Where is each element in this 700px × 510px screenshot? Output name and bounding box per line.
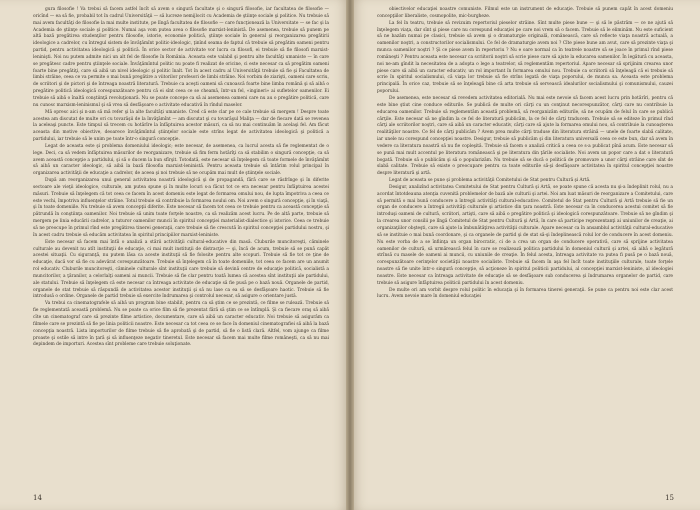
paragraph: Desigur, analizînd activitatea Comitetului de Stat pentru Cultură şi Artă, se poate spune că acesta nu şi-a îndeplinit rolul, nu a acordat întotdeauna atenţia cuvenită problemelor de bază ale culturii şi artei. Noi am luat măsuri de reorganizare a Comitetului, care să permită o mai bună conducere a întregii activităţi cultural-educative. Comitetul de Stat pentru Cultură şi Artă trebuie să fie un organ de conducere a întregii activităţi culturale şi artistice din ţara noastră. Este necesar ca în conducerea acestui comitet să fie introduşi oameni de cultură, scriitori, artişti, care să aibă o pregătire politică şi ideologică corespunzătoare. Trebuie să ne gîndim şi la crearea unor consilii pe lîngă Comitetul de Stat pentru Cultură şi Artă, în care să participe reprezentanţi ai uniunilor de creaţie, ai organizaţiilor obşteşti, care să ajute la îmbunătăţirea activităţii culturale. Apare necesar ca în ansamblul activităţii cultural-educative să se instituie o mai bună coordonare, şi ca organele de partid şi de stat să-şi îndeplinească rolul lor de conducere în acest domeniu. Nu este vorba de a se înfiinţa un organ birocratic, ci de a crea un organ de conducere operativă, care să sprijine activitatea oamenilor de cultură, să urmărească felul în care se realizează politica partidului în domeniul culturii şi artei, să aibă o legătură strînsă cu masele de oameni ai muncii, cu uniunile de creaţie. În felul acesta, întreaga activitate va putea fi pusă pe o bază nouă, corespunzătoare cerinţelor societăţii noastre socialiste. Trebuie să facem în aşa fel încît toate instituţiile culturale, toate forţele noastre să fie unite într-o singură concepţie, să acţioneze în spiritul politicii partidului, al concepţiei marxist-leniniste, al ideologiei noastre. Este necesar ca întreaga activitate de educaţie să se desfăşoare sub conducerea şi îndrumarea organelor de partid, care trebuie să asigure înfăptuirea politicii partidului în acest domeniu. <box>377 184 673 286</box>
book-spine <box>346 0 354 510</box>
paragraph: La fel în teatru, trebuie să revizuim repertoriul pieselor străine. Sînt multe piese bune — şi să le păstrăm — ce ne ajută să înţelegem viaţa, dar sînt şi piese care nu corespund educaţiei pe care noi vrem să o facem. Trebuie să le eliminăm. Nu este suficient să ne bazăm numai pe clasici, trebuie să avem şi o dramaturgie originală, românească, care să reflecte viaţa noastră actuală, a oamenilor noştri, a constructorilor socialismului. Ce fel de dramaturgie avem noi ? Cîte piese bune am avut, care să prezinte viaţa şi munca oamenilor noştri ? Şi ce piese avem în repertoriu ? Nu e oare normal ca în teatrele noastre să se joace în primul rînd piese româneşti ? Pentru aceasta este necesar ca scriitorii noştri să scrie piese care să ajute la educarea oamenilor. În legătură cu aceasta, noi ne-am gîndit la necesitatea de a adopta o lege a teatrelor, să reglementăm repertoriul. Apare necesar să sprijinim crearea unor piese care să aibă un caracter educativ, un rol important în formarea omului nou. Trebuie ca scriitorii să înţeleagă că ei trebuie să scrie în spiritul socialismului, că viaţa lor trebuie să fie strîns legată de viaţa poporului, de munca sa. Aceasta este problema principală. În orice caz, trebuie să se înţeleagă bine că arta trebuie să servească idealurilor socialismului şi comunismului, cauzei poporului. <box>377 20 673 95</box>
left-page-text <box>33 7 329 349</box>
right-page <box>350 0 700 510</box>
right-page-text <box>377 7 673 301</box>
paragraph: După am reorganizarea unui general activitatea noastră ideologică şi de propagandă, fără care se răsfrînge şi în diferite sectoare ale vieţii ideologice, culturale, am putea spune şi în multe locuri s-a făcut tot ce era necesar pentru înfăptuirea acestei măsuri. Trebuie să înţelegem că tot ceea ce facem în acest domeniu este legat de formarea omului nou, de lupta împotriva a ceea ce este vechi, împotriva influenţelor străine. Totul trebuie să contribuie la formarea noului om. Noi avem o singură concepţie, şi în viaţă, şi în toate domeniile. Nu trebuie să avem concepţii diferite. Este necesar să facem tot ceea ce trebuie pentru ca această concepţie să pătrundă în conştiinţa oamenilor. Noi trebuie să unim toate forţele noastre, ca să realizăm acest lucru. Pe de altă parte, trebuie să mergem pe linia educării cadrelor, a tuturor oamenilor muncii în spiritul concepţiei materialist-dialectice şi istorice. Ceea ce trebuie să ne preocupe în primul rînd este pregătirea tinerei generaţii, care trebuie să fie crescută în spiritul concepţiei partidului nostru, şi în acest cadru trebuie să educăm activitatea în spiritul principiilor marxist-leniniste. <box>33 178 329 238</box>
paragraph: Legat de aceasta se pune şi problema activităţii Comitetului de Stat pentru Cultură şi Artă. <box>389 178 591 184</box>
page-number-left: 14 <box>33 494 42 502</box>
paragraph: De asemenea, este necesar să revedem activitatea editorială. Nu mai este nevoie să facem acest lucru prin hotărîri, pentru că este bine ştiut cine conduce editurile. Se publică de multe ori cărţi cu un conţinut necorespunzător, cărţi care nu contribuie la educarea oamenilor. Trebuie să reglementăm această problemă, să reorganizăm editurile, să ne ocupăm de felul în care se publică cărţile. Este necesar să ne gîndim la ce fel de literatură publicăm, la ce fel de cărţi traducem. Trebuie să se editeze în primul rînd cărţi ale scriitorilor noştri, care să aibă un caracter educativ, cărţi care să ajute la formarea omului nou, să contribuie la cunoaşterea realităţilor noastre. Ce fel de cărţi publicăm ? Avem prea multe cărţi traduse din literatura străină — unele de foarte slabă calitate, iar unele nu corespund concepţiei noastre. Desigur, trebuie să publicăm şi din literatura universală ceea ce este bun, dar să avem în vedere ca literatura noastră să nu fie copleşită. Trebuie să facem o analiză critică a ceea ce s-a publicat pînă acum. Este necesar să se pună mai mult accentul pe literatura românească şi pe literatura din ţările socialiste. Noi avem un popor care a dat o literatură bogată. Trebuie să o publicăm şi să o popularizăm. Nu trebuie să se ducă o politică de promovare a unor cărţi străine care sînt de slabă calitate. Trebuie să existe o preocupare pentru ca toate editurile să-şi desfăşoare activitatea în spiritul concepţiei noastre despre literatură şi artă. <box>377 95 673 177</box>
paragraph: Mă opresc aici şi n-am să mă refer şi la alte facultăţi umaniste. Cred că este clar pe ce cale trebuie să mergem ! Despre toate acestea am discutat de multe ori cu tovarăşii de la învăţămînt — am discutat şi cu tovarăşul Maliţa — dar de fiecare dată se revenea la aceleaşi puncte. Este timpul să trecem cu hotărîre la înfăptuirea acestor măsuri, ca să nu mai continuăm în acelaşi fel. Am făcut aceasta din motive obiective, deoarece învăţămîntul ştiinţelor sociale este strîns legat de activitatea ideologică şi politică a partidului, iar trebuie să le unim pe toate într-o singură concepţie. <box>33 109 329 143</box>
paragraph: obiectivelor educaţiei noastre comuniste. Filmul este un instrument de educaţie. Trebuie să punem capăt în acest domeniu concepţiilor liberaliste, cosmopolite, mic-burgheze. <box>377 7 673 19</box>
paragraph: Este necesar să facem mai întîi o analiză a stării activităţii cultural-educative din masă. Cluburile muncitoreşti, căminele culturale au devenit nu atît instituţii de educaţie, ci mai mult instituţii de distracţie — şi, încă de acum, trebuie să se pună capăt acestei situaţii. Cu siguranţă, nu putem lăsa ca aceste instituţii să fie folosite pentru alte scopuri. Trebuie să fie tot ce ţine de educaţie, dacă vor să fie cu adevărat corespunzătoare. Trebuie să înţelegem că în toate domeniile, tot ceea ce facem are un anumit rol educativ. Cluburile muncitoreşti, căminele culturale sînt instituţii care trebuie să devină centre de educaţie politică, socialistă a muncitorilor, a ţăranilor, a celorlalţi oameni ai muncii. Trebuie să fie clar pentru toată lumea că acestea sînt instituţii ale partidului, ale statului. Trebuie să înţelegem că este necesar ca întreaga activitate de educaţie să fie pusă pe o bază nouă. Organele de partid, organele de stat trebuie să răspundă de activitatea acestor instituţii şi să nu lase ca ea să se desfăşoare haotic. Trebuie să fie introdusă o ordine. Organele de partid trebuie să exercite îndrumarea şi controlul necesar, să asigure o orientare justă. <box>33 239 329 300</box>
page-number-right: 15 <box>665 494 674 502</box>
paragraph: De multe ori am vorbit despre rolul politic în educaţia şi în formarea tinerei generaţii. Se pune ca pentru noi este clar acest lucru. Avem nevoie mare în domeniul educaţiei <box>377 287 673 300</box>
paragraph: Va trebui ca cinematografele să aibă un program bine stabilit, pentru ca să ştim ce se prezintă, ce filme se rulează. Trebuie să fie reglementată această problemă. Nu se poate ca orice film să fie prezentat fără să ştim ce se întîmplă. Şi ca fiecare oraş să aibă cîte un cinematograf care să prezinte filme artistice, documentare, care să aibă un caracter educativ. Noi trebuie să asigurăm ca filmele care se prezintă să fie pe linia politicii noastre. Este necesar ca tot ceea ce se face în domeniul cinematografiei să aibă la bază concepţia noastră. Lista importurilor de filme trebuie să fie aprobată şi de partid, să fie o listă clară. Altfel, vom ajunge ca filme proaste şi ostile să intre în ţară şi să influenţeze negativ tineretul. Este necesar să facem mai multe filme româneşti, ca să nu mai depindem de importuri. Acestea sînt probleme care trebuie soluţionate. <box>33 301 329 348</box>
paragraph: gura filosofie ! Va trebui să facem astfel încît să avem o singură facultate şi o singură filosofie, iar facultatea de filosofie — oricînd — ea să fie, probabil tot în cadrul Universităţii — să lucreze nemijlocit cu Academia de ştiinţe sociale şi politice. Nu trebuie să mai avem facultăţi de filosofie la mai multe institute, pe lîngă facultatea de filosofie — care funcţionează la Universitate — se fac şi la Academia de ştiinţe sociale şi politice. Numai aşa vom putea avea o filosofie marxist-leninistă. De asemenea, trebuie să punem pe altă bază pregătirea studenţilor pentru filosofie, istorie, economie politică, ştiinţe sociale în general şi reorganizarea pregătirii ideologice a cadrelor, cu întregul sistem de învăţămînt politic-ideologic, ţinînd seama de faptul că trebuie să pregătim oameni pentru partid, pentru activitatea ideologică şi politică. În orice sector de activitate vor lucra ca filosofi, ei trebuie să fie filosofi marxist-leninişti. Noi nu putem admite nici un alt fel de filosofie în România. Aceasta este valabil şi pentru alte facultăţi umaniste — în care se pregătesc cadre pentru ştiinţele sociale. Învăţămîntul politic nu poate fi realizat de oricine, ci este necesar ca să pregătim oameni foarte bine pregătiţi, care să aibă un nivel ideologic şi politic înalt. Tot în acest cadru al Universităţii trebuie să fie şi Facultatea de limbi străine, ceea ce va permite o mai bună pregătire a viitorilor profesori de limbi străine. Noi vorbim de ziarişti, oameni care scriu, de scriitori şi de pictori şi de întreaga noastră literatură. Trebuie ca aceşti oameni să cunoască foarte bine limba română şi să aibă o pregătire politică ideologică corespunzătoare pentru că ei sînt ceea ce se cheamă, într-un fel, «ingineri» ai sufletelor oamenilor. Ei trebuie să aibă o înaltă conştiinţă revoluţionară. Nu se poate concepe ca să ai asemenea oameni care nu au o pregătire politică, care nu cunosc marxism-leninismul şi să vrea să desfăşoare o activitate educativă în rîndul maselor. <box>33 7 329 108</box>
paragraph: Legat de aceasta este şi problema domeniului ideologic; este necesar, de asemenea, ca lucrul acesta să fie reglementat de o lege. Deci, ca să vedem înfăptuirea măsurilor de reorganizare, trebuie să fim ferm hotărîţi ca să stabilim o singură concepţie, ca să avem această concepţie a partidului, şi să o ducem la bun sfîrşit. Totodată, este necesar să înţelegem că toate formele de învăţămînt să aibă un caracter ideologic, să aibă la bază filosofia marxist-leninistă. Pentru aceasta trebuie să întărim rolul principal în organizarea activităţii de educaţie a cadrelor, de aceea şi noi trebuie să ne ocupăm mai mult de ştiinţele sociale. <box>33 143 329 177</box>
